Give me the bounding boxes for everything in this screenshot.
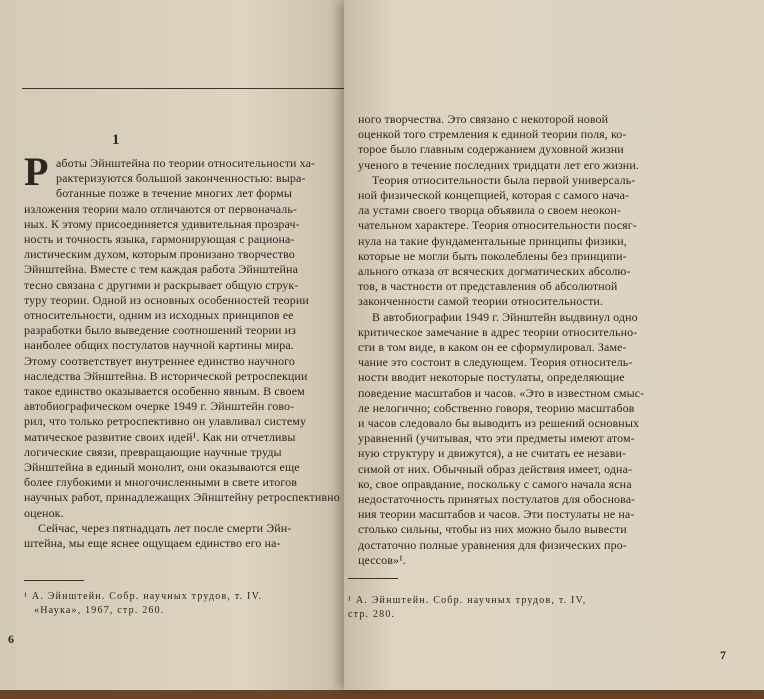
text-line: чательном характере. Теория относительности посяг- <box>358 218 637 233</box>
text-line: наследства Эйнштейна. В исторической ретроспекции <box>24 368 308 383</box>
left-page-text <box>24 149 340 551</box>
text-line: ных. К этому присоединяется удивительная прозрач- <box>24 216 300 231</box>
text-line: ко, свое оправдание, поскольку с самого начала ясна <box>358 476 632 491</box>
text-line: достаточно полные уравнения для физических про- <box>358 537 627 552</box>
text-line: цессов»¹. <box>358 552 406 567</box>
text-line: изложения теории мало отличаются от первоначаль- <box>24 201 298 216</box>
text-line: рактеризуются большой законченностью: выра- <box>56 171 306 186</box>
text-line: симой от них. Обычный образ действия имеет, одна- <box>358 461 633 476</box>
footnote-rule <box>24 580 84 581</box>
text-line: относительности, одним из исходных принципов ее <box>24 308 294 323</box>
text-line: ного творчества. Это связано с некоторой новой <box>358 112 609 126</box>
text-line: тов, в частности от представления об абсолютной <box>358 279 618 294</box>
text-line: ности вводит некоторые постулаты, определяющие <box>358 370 625 385</box>
text-line: более глубокими и многочисленными в свете итогов <box>24 475 297 490</box>
text-line: ботанные позже в течение многих лет формы <box>56 186 293 201</box>
text-line: штейна, мы еще яснее ощущаем единство его на- <box>24 536 281 551</box>
right-page-text <box>358 112 644 568</box>
text-line: В автобиографии 1949 г. Эйнштейн выдвинул одно <box>372 309 638 324</box>
text-line: поведение масштабов и часов. «Это в известном смыс- <box>358 385 645 400</box>
text-line: логические связи, превращающие научные труды <box>24 444 282 459</box>
text-line: столько сильны, чтобы из них можно было вывести <box>358 522 627 537</box>
text-line: ния теории масштабов и часов. Эти постулаты не на- <box>358 507 635 522</box>
text-line: ального отказа от всяческих догматических абсолю- <box>358 264 631 279</box>
text-line: законченности самой теории относительности. <box>358 294 604 309</box>
page-number: 6 <box>8 632 14 646</box>
text-line: которые не могли быть поколеблены без принципи- <box>358 248 627 263</box>
text-line: нула на такие фундаментальные принципы физики, <box>358 233 627 248</box>
text-line: Сейчас, через пятнадцать лет после смерти Эйн- <box>38 520 292 535</box>
text-line: ученого в течение последних тридцати лет его жизни. <box>358 157 639 172</box>
text-line: рил, что только ретроспективно он улавливал систему <box>24 414 307 429</box>
footnote-rule <box>348 578 398 579</box>
text-line: ность и точность языка, гармонирующая с рациона- <box>24 232 295 247</box>
text-line: ле нелогично; собственно говоря, теорию масштабов <box>358 400 635 415</box>
text-line: наиболее общих постулатов научной картины мира. <box>24 338 294 353</box>
text-line-content: аботы Эйнштейна по теории относительности ха- <box>56 156 316 170</box>
text-line: недостаточность принятых постулатов для обоснова- <box>358 492 636 507</box>
drop-cap: Р <box>24 149 49 194</box>
text-line: тесно связана с другими и раскрывает общую струк- <box>24 277 299 292</box>
text-line: автобиографическом очерке 1949 г. Эйнштейн гово- <box>24 399 295 414</box>
text-line: ла устами своего творца объявила о своем неокон- <box>358 203 622 218</box>
text-line: туру теории. Одной из основных особенностей теории <box>24 292 309 307</box>
text-line: Эйнштейна. Вместе с тем каждая работа Эйнштейна <box>24 262 299 277</box>
text-line: такое единство оказывается особенно явным. В своем <box>24 384 305 399</box>
text-line: Эйнштейна в единый монолит, они оказываются еще <box>24 460 300 475</box>
text-line: листическим духом, которым пронизано творчество <box>24 247 295 262</box>
text-line: торое было главным содержанием духовной жизни <box>358 142 624 157</box>
text-line: оценкой того стремления к единой теории поля, ко- <box>358 127 627 142</box>
text-line: сти в том виде, в каком он ее сформулировал. Заме- <box>358 340 627 355</box>
text-line: Теория относительности была первой универсаль- <box>372 172 636 187</box>
footnote-line: «Наука», 1967, стр. 260. <box>34 605 165 616</box>
text-line: разработки было выведение соотношений теории из <box>24 323 297 338</box>
text-line: ную структуру и движутся), а не считать ее незави- <box>358 446 627 461</box>
text-line: ной физической концепцией, которая с самого нача- <box>358 188 630 203</box>
text-line: научных работ, принадлежащих Эйнштейну ретроспективно <box>24 490 340 505</box>
text-line: Этому соответствует внутреннее единство научного <box>24 353 295 368</box>
text-line: чание это состоит в следующем. Теория относитель- <box>358 355 633 370</box>
text-line: оценок. <box>24 505 64 520</box>
header-rule <box>22 88 344 89</box>
page-number: 7 <box>720 648 726 662</box>
footnote-line: ¹ А. Эйнштейн. Собр. научных трудов, т. IV, <box>348 595 587 606</box>
chapter-number: 1 <box>112 132 120 148</box>
text-line: критическое замечание в адрес теории относительно- <box>358 324 638 339</box>
footnote-line: ¹ А. Эйнштейн. Собр. научных трудов, т. IV. <box>24 591 263 602</box>
text-line: матическое развитие своих идей¹. Как ни отчетливы <box>24 429 296 444</box>
text-line: уравнений (учитывая, что эти предметы имеют атом- <box>358 431 635 446</box>
text-line: и часов следовало бы выводить из решений основных <box>358 416 640 431</box>
right-page <box>344 0 764 690</box>
footnote-line: стр. 280. <box>348 609 396 620</box>
left-page <box>0 0 352 690</box>
